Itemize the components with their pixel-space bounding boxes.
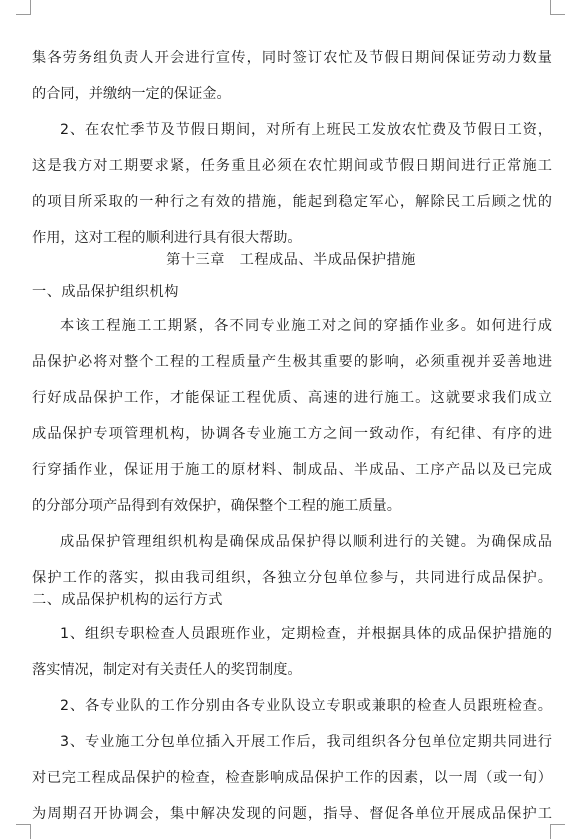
crop-mark-top-right <box>550 0 565 15</box>
paragraph-line: 本该工程施工工期紧，各不同专业施工对之间的穿插作业多。如何进行成 <box>60 318 552 334</box>
paragraph-line: 3、专业施工分包单位插入开展工作后，我司组织各分包单位定期共同进行 <box>60 734 552 750</box>
paragraph-line: 的项目所采取的一种行之有效的措施，能起到稳定军心，解除民工后顾之忧的 <box>32 194 552 210</box>
paragraph-line: 保护工作的落实，拟由我司组织，各独立分包单位参与，共同进行成品保护。 <box>32 570 552 586</box>
crop-mark-top-left <box>16 0 31 15</box>
paragraph-line: 的分部分项产品得到有效保护，确保整个工程的施工质量。 <box>32 498 401 514</box>
paragraph-line: 对已完工程成品保护的检查，检查影响成品保护工作的因素，以一周（或一旬） <box>32 770 552 786</box>
paragraph-line: 1、组织专职检查人员跟班作业，定期检查，并根据具体的成品保护措施的 <box>60 626 552 642</box>
paragraph-line: 行穿插作业，保证用于施工的原材料、制成品、半成品、工序产品以及已完成 <box>32 462 552 478</box>
paragraph-line: 落实情况，制定对有关责任人的奖罚制度。 <box>32 662 302 678</box>
paragraph-line: 品保护必将对整个工程的工程质量产生极其重要的影响，必须重视并妥善地进 <box>32 354 552 370</box>
paragraph-line: 成品保护专项管理机构，协调各专业施工方之间一致动作，有纪律、有序的进 <box>32 426 552 442</box>
paragraph-line: 的合同，并缴纳一定的保证金。 <box>32 86 231 102</box>
paragraph-line: 为周期召开协调会，集中解决发现的问题，指导、督促各单位开展成品保护工 <box>32 806 552 822</box>
paragraph-line: 行好成品保护工作，才能保证工程优质、高速的进行施工。这就要求我们成立 <box>32 390 552 406</box>
paragraph-line: 集各劳务组负责人开会进行宣传，同时签订农忙及节假日期间保证劳动力数量 <box>32 50 552 66</box>
paragraph-line: 2、在农忙季节及节假日期间，对所有上班民工发放农忙费及节假日工资， <box>60 122 552 138</box>
paragraph-line: 这是我方对工期要求紧，任务重且必须在农忙期间或节假日期间进行正常施工 <box>32 158 552 174</box>
crop-mark-bottom-right <box>550 824 565 839</box>
chapter-heading: 第十三章 工程成品、半成品保护措施 <box>166 252 416 268</box>
paragraph-line: 作用，这对工程的顺利进行具有很大帮助。 <box>32 230 302 246</box>
paragraph-line: 成品保护管理组织机构是确保成品保护得以顺利进行的关键。为确保成品 <box>60 534 552 550</box>
paragraph-line: 2、各专业队的工作分别由各专业队设立专职或兼职的检查人员跟班检查。 <box>60 698 552 714</box>
section-heading: 二、成品保护机构的运行方式 <box>32 592 223 608</box>
crop-mark-bottom-left <box>16 824 31 839</box>
section-heading: 一、成品保护组织机构 <box>32 284 179 300</box>
